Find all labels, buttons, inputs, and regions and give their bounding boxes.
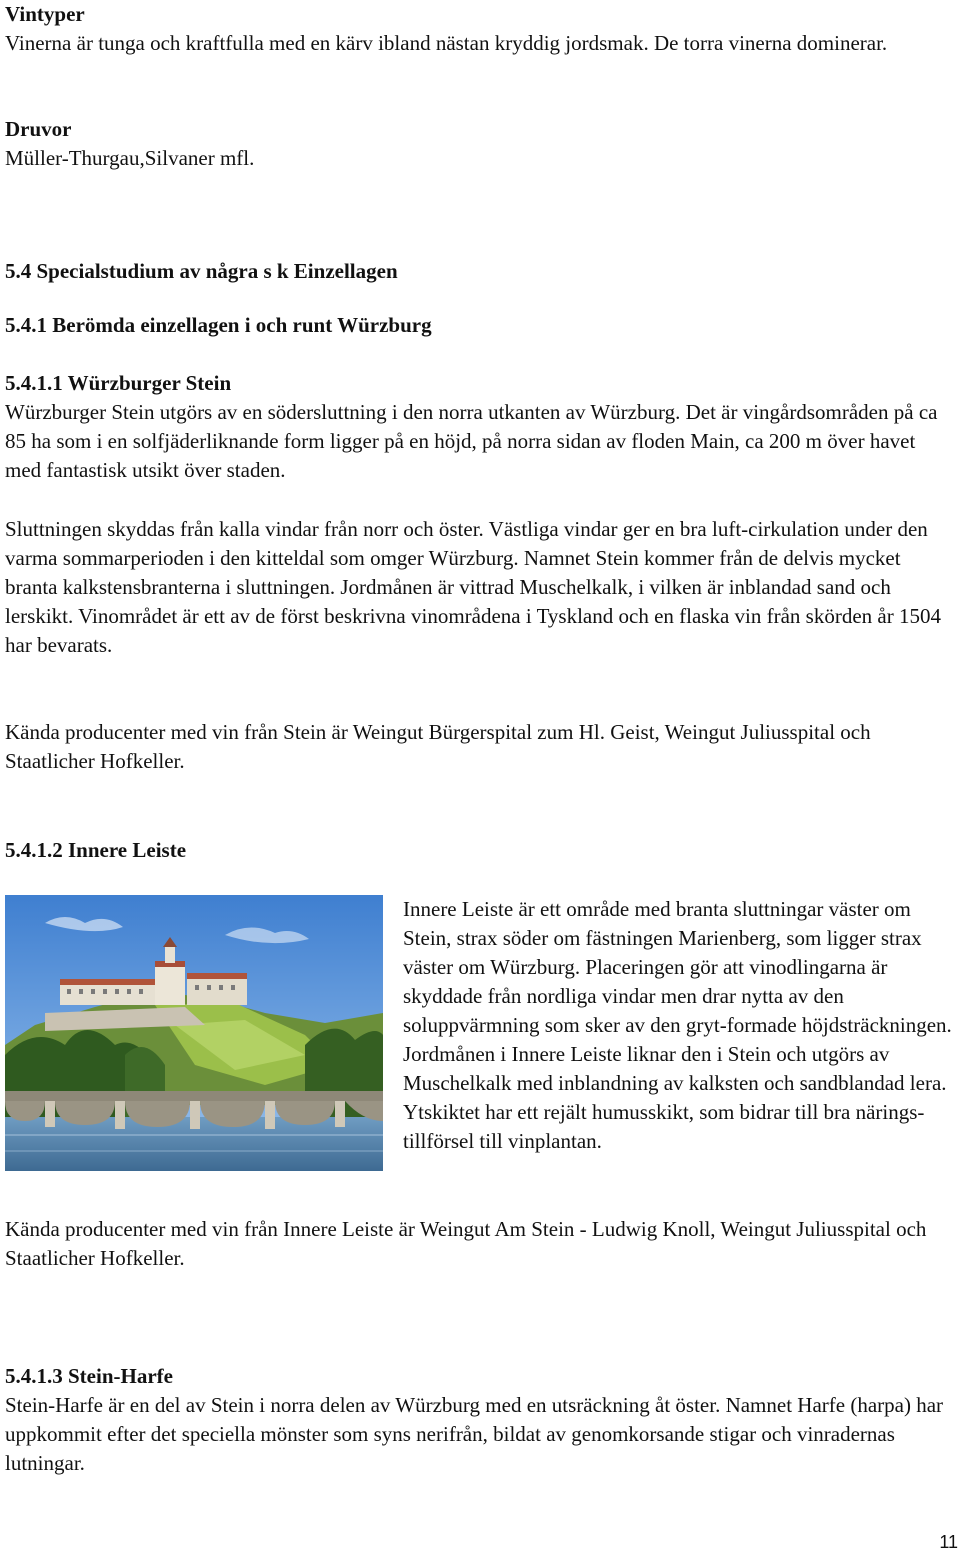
leiste-description: Innere Leiste är ett område med branta sluttningar väster om Stein, strax söder om fästningen Marienberg, som ligger strax väster om Würzburg. Placeringen gör att vinodlingarna är skyddade från nordliga vindar men drar nytta av den soluppvärmning som sker av den gryt-formade höjdsträckningen. Jordmånen i Innere Leiste liknar den i Stein och utgörs av Muschelkalk med inblandning av kalksten och sandblandad lera. Ytskiktet har ett rejält humusskikt, som bidrar till bra närings-tillförsel till vinplantan. (403, 897, 952, 1153)
marienberg-fortress-photo (5, 895, 383, 1171)
leiste-producers: Kända producenter med vin från Innere Leiste är Weingut Am Stein - Ludwig Knoll, Weingut Juliusspital och Staatlicher Hofkeller. (5, 1217, 927, 1270)
leiste-heading: 5.4.1.2 Innere Leiste (5, 838, 187, 862)
stein-paragraph-1: Würzburger Stein utgörs av en södersluttning i den norra utkanten av Würzburg. Det är vingårdsområden på ca 85 ha som i en solfjäderliknande form ligger på en höjd, på norra sidan av floden Main, ca 200 m över havet med fantastisk utsikt över staden. (5, 400, 938, 482)
druvor-text: Müller-Thurgau,Silvaner mfl. (5, 146, 255, 170)
harfe-text: Stein-Harfe är en del av Stein i norra delen av Würzburg med en utsräckning åt öster. Namnet Harfe (harpa) har uppkommit efter det speciella mönster som syns nerifrån, bildat av genomkorsande stigar och vinradernas lutningar. (5, 1393, 944, 1475)
stein-paragraph-2: Sluttningen skyddas från kalla vindar från norr och öster. Västliga vindar ger en bra luft-cirkulation under den varma sommarperioden i den kitteldal som omger Würzburg. Namnet Stein kommer från de delvis mycket branta kalkstensbranterna i sluttningen. Jordmånen är vittrad Muschelkalk, i vilken är inblandad sand och lerskikt. Vinområdet är ett av de först beskrivna vinområdena i Tyskland och en flaska vin från skörden år 1504 har bevarats. (5, 517, 941, 657)
stein-heading: 5.4.1.1 Würzburger Stein (5, 371, 232, 395)
stein-producers: Kända producenter med vin från Stein är Weingut Bürgerspital zum Hl. Geist, Weingut Juliusspital och Staatlicher Hofkeller. (5, 720, 871, 773)
section-5-4-heading: 5.4 Specialstudium av några s k Einzellagen (5, 259, 398, 283)
stein-section (5, 369, 955, 485)
harfe-heading: 5.4.1.3 Stein-Harfe (5, 1364, 173, 1388)
section-5-4-1-heading: 5.4.1 Berömda einzellagen i och runt Würzburg (5, 313, 432, 337)
page-number: 11 (939, 1532, 958, 1552)
vintyper-text: Vinerna är tunga och kraftfulla med en kärv ibland nästan kryddig jordsmak. De torra vinerna dominerar. (5, 31, 888, 55)
harfe-section (5, 1362, 955, 1478)
vintyper-section (5, 0, 955, 58)
vintyper-heading: Vintyper (5, 2, 85, 26)
druvor-section (5, 115, 955, 173)
druvor-heading: Druvor (5, 117, 72, 141)
leiste-figure-block (5, 895, 955, 1185)
